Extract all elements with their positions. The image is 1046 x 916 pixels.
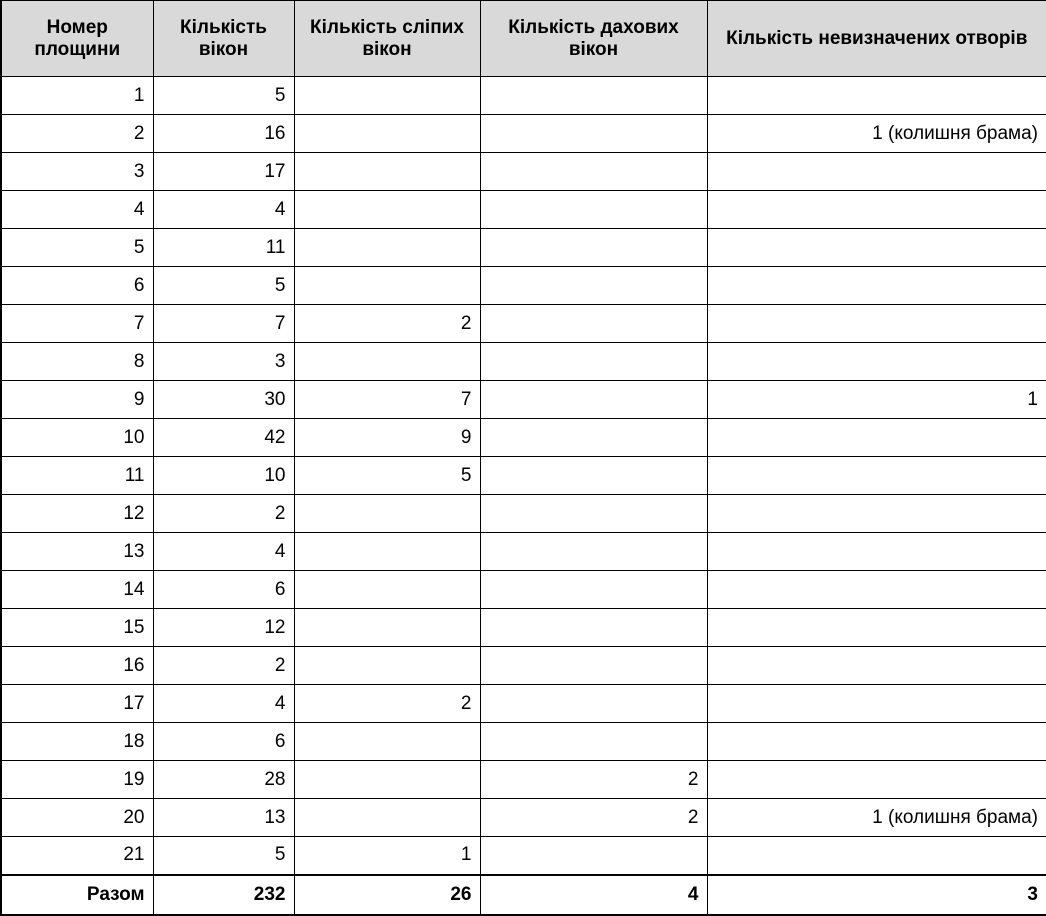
cell-windows-count: 7 [153, 305, 294, 343]
table-row [1, 229, 1046, 267]
cell-plane-number: 2 [1, 115, 153, 153]
cell-plane-number: 21 [1, 837, 153, 875]
table-row [1, 381, 1046, 419]
cell-undefined-openings-count [707, 457, 1046, 495]
column-header-blind-windows-count: Кількість сліпих вікон [294, 1, 480, 77]
cell-roof-windows-count [480, 723, 707, 761]
cell-undefined-openings-count [707, 267, 1046, 305]
cell-windows-count: 5 [153, 267, 294, 305]
cell-blind-windows-count [294, 647, 480, 685]
cell-roof-windows-count: 2 [480, 799, 707, 837]
table-row [1, 723, 1046, 761]
cell-undefined-openings-count [707, 343, 1046, 381]
cell-blind-windows-count: 2 [294, 305, 480, 343]
cell-roof-windows-count: 2 [480, 761, 707, 799]
table-row [1, 495, 1046, 533]
cell-undefined-openings-count [707, 647, 1046, 685]
cell-windows-count: 42 [153, 419, 294, 457]
cell-plane-number: 13 [1, 533, 153, 571]
table-total-row [1, 875, 1046, 915]
table-row [1, 457, 1046, 495]
cell-undefined-openings-count [707, 837, 1046, 875]
cell-undefined-openings-count: 1 (колишня брама) [707, 115, 1046, 153]
cell-plane-number: 16 [1, 647, 153, 685]
cell-plane-number: 6 [1, 267, 153, 305]
cell-blind-windows-count [294, 495, 480, 533]
cell-roof-windows-count [480, 77, 707, 115]
cell-plane-number: 19 [1, 761, 153, 799]
cell-plane-number: 17 [1, 685, 153, 723]
cell-roof-windows-count [480, 191, 707, 229]
table-row [1, 191, 1046, 229]
cell-plane-number: 1 [1, 77, 153, 115]
cell-undefined-openings-count [707, 761, 1046, 799]
cell-windows-count: 4 [153, 685, 294, 723]
table-row [1, 343, 1046, 381]
table-row [1, 77, 1046, 115]
cell-windows-count: 2 [153, 495, 294, 533]
cell-blind-windows-count [294, 799, 480, 837]
cell-plane-number: 18 [1, 723, 153, 761]
cell-windows-count: 5 [153, 77, 294, 115]
cell-undefined-openings-count [707, 229, 1046, 267]
table-row [1, 533, 1046, 571]
cell-windows-count: 5 [153, 837, 294, 875]
column-header-windows-count: Кількість вікон [153, 1, 294, 77]
table-row [1, 685, 1046, 723]
cell-windows-count: 4 [153, 533, 294, 571]
cell-roof-windows-count [480, 495, 707, 533]
cell-blind-windows-count: 7 [294, 381, 480, 419]
column-header-plane-number: Номер площини [1, 1, 153, 77]
table-header [1, 1, 1046, 77]
cell-plane-number: 8 [1, 343, 153, 381]
cell-windows-count: 28 [153, 761, 294, 799]
cell-undefined-openings-count [707, 609, 1046, 647]
cell-roof-windows-count [480, 343, 707, 381]
cell-blind-windows-count [294, 761, 480, 799]
cell-blind-windows-count: 9 [294, 419, 480, 457]
cell-roof-windows-count [480, 609, 707, 647]
cell-undefined-openings-count [707, 153, 1046, 191]
cell-blind-windows-count [294, 533, 480, 571]
cell-windows-count: 10 [153, 457, 294, 495]
cell-plane-number: 11 [1, 457, 153, 495]
cell-windows-count: 6 [153, 571, 294, 609]
cell-windows-count: 11 [153, 229, 294, 267]
cell-windows-count: 6 [153, 723, 294, 761]
cell-roof-windows-count [480, 229, 707, 267]
cell-blind-windows-count [294, 229, 480, 267]
cell-blind-windows-count: 2 [294, 685, 480, 723]
cell-undefined-openings-count [707, 723, 1046, 761]
cell-blind-windows-count [294, 571, 480, 609]
table-row [1, 267, 1046, 305]
table-row [1, 419, 1046, 457]
cell-windows-count: 3 [153, 343, 294, 381]
header-row [1, 1, 1046, 77]
table-row [1, 609, 1046, 647]
cell-roof-windows-count [480, 647, 707, 685]
cell-plane-number: 5 [1, 229, 153, 267]
cell-plane-number: 3 [1, 153, 153, 191]
cell-plane-number: 14 [1, 571, 153, 609]
total-windows-count: 232 [153, 875, 294, 915]
cell-windows-count: 2 [153, 647, 294, 685]
cell-plane-number: 7 [1, 305, 153, 343]
cell-blind-windows-count [294, 343, 480, 381]
table-row [1, 799, 1046, 837]
table-row [1, 153, 1046, 191]
cell-plane-number: 9 [1, 381, 153, 419]
table-row [1, 115, 1046, 153]
cell-blind-windows-count: 5 [294, 457, 480, 495]
cell-plane-number: 20 [1, 799, 153, 837]
cell-plane-number: 15 [1, 609, 153, 647]
cell-roof-windows-count [480, 533, 707, 571]
total-blind-windows-count: 26 [294, 875, 480, 915]
cell-undefined-openings-count [707, 685, 1046, 723]
total-roof-windows-count: 4 [480, 875, 707, 915]
cell-blind-windows-count: 1 [294, 837, 480, 875]
cell-plane-number: 10 [1, 419, 153, 457]
cell-windows-count: 12 [153, 609, 294, 647]
cell-undefined-openings-count: 1 [707, 381, 1046, 419]
table-body [1, 77, 1046, 915]
cell-undefined-openings-count: 1 (колишня брама) [707, 799, 1046, 837]
table-row [1, 761, 1046, 799]
cell-blind-windows-count [294, 191, 480, 229]
cell-windows-count: 17 [153, 153, 294, 191]
cell-roof-windows-count [480, 457, 707, 495]
cell-undefined-openings-count [707, 495, 1046, 533]
cell-roof-windows-count [480, 381, 707, 419]
cell-undefined-openings-count [707, 191, 1046, 229]
cell-roof-windows-count [480, 685, 707, 723]
cell-roof-windows-count [480, 837, 707, 875]
cell-undefined-openings-count [707, 571, 1046, 609]
column-header-undefined-openings-count: Кількість невизначених отворів [707, 1, 1046, 77]
cell-plane-number: 4 [1, 191, 153, 229]
cell-roof-windows-count [480, 115, 707, 153]
table-row [1, 305, 1046, 343]
cell-plane-number: 12 [1, 495, 153, 533]
cell-windows-count: 30 [153, 381, 294, 419]
cell-roof-windows-count [480, 305, 707, 343]
cell-roof-windows-count [480, 571, 707, 609]
cell-blind-windows-count [294, 609, 480, 647]
cell-undefined-openings-count [707, 77, 1046, 115]
cell-windows-count: 4 [153, 191, 294, 229]
cell-undefined-openings-count [707, 533, 1046, 571]
cell-roof-windows-count [480, 267, 707, 305]
table-row [1, 647, 1046, 685]
total-undefined-openings-count: 3 [707, 875, 1046, 915]
total-label: Разом [1, 875, 153, 915]
cell-roof-windows-count [480, 153, 707, 191]
cell-roof-windows-count [480, 419, 707, 457]
cell-windows-count: 16 [153, 115, 294, 153]
cell-windows-count: 13 [153, 799, 294, 837]
column-header-roof-windows-count: Кількість дахових вікон [480, 1, 707, 77]
cell-blind-windows-count [294, 267, 480, 305]
cell-blind-windows-count [294, 723, 480, 761]
table-row [1, 837, 1046, 875]
cell-blind-windows-count [294, 153, 480, 191]
cell-undefined-openings-count [707, 305, 1046, 343]
table-row [1, 571, 1046, 609]
cell-undefined-openings-count [707, 419, 1046, 457]
cell-blind-windows-count [294, 77, 480, 115]
cell-blind-windows-count [294, 115, 480, 153]
